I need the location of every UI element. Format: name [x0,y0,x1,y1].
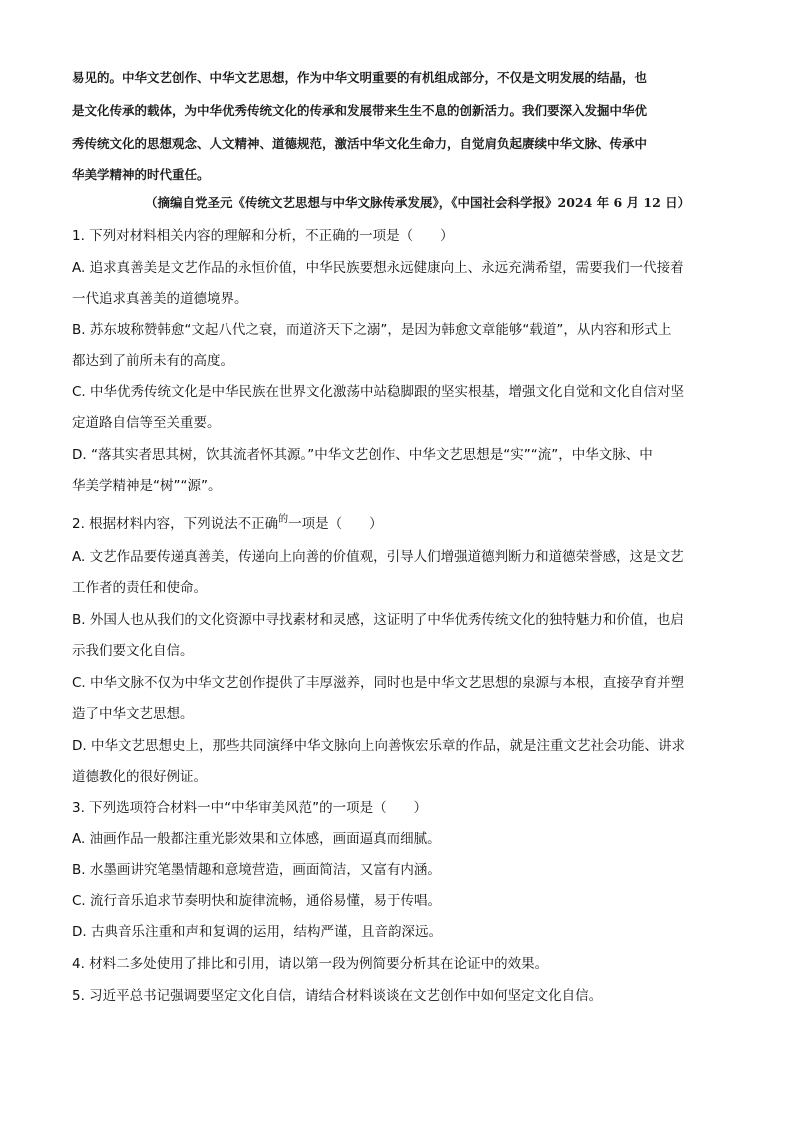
question-1-option-c-line1: C. 中华优秀传统文化是中华民族在世界文化激荡中站稳脚跟的坚实根基，增强文化自觉和文化自信对坚 [72,384,685,400]
question-3-option-b: B. 水墨画讲究笔墨情趣和意境营造，画面简洁，又富有内涵。 [72,862,441,878]
question-2-option-c-line1: C. 中华文脉不仅为中华文艺创作提供了丰厚滋养，同时也是中华文艺思想的泉源与本根，直接孕育并塑 [72,675,685,691]
passage-line: 秀传统文化的思想观念、人文精神、道德规范，激活中华文化生命力，自觉肩负起赓续中华文脉、传承中 [72,136,648,151]
passage-line: 是文化传承的载体，为中华优秀传统文化的传承和发展带来生生不息的创新活力。我们要深入发掘中华优 [72,103,648,118]
question-2-option-a-line1: A. 文艺作品要传递真善美，传递向上向善的价值观，引导人们增强道德判断力和道德荣誉感，这是文艺 [72,549,684,565]
question-2-option-a-line2: 工作者的责任和使命。 [72,580,207,596]
question-3-option-c: C. 流行音乐追求节奏明快和旋律流畅，通俗易懂，易于传唱。 [72,893,442,909]
question-3-stem: 3. 下列选项符合材料一中“中华审美风范”的一项是（ ） [72,800,428,816]
question-1-option-b-line1: B. 苏东坡称赞韩愈“文起八代之衰，而道济天下之溺”，是因为韩愈文章能够“载道”，从内容和形式上 [72,322,672,338]
passage-line: 华美学精神的时代重任。 [72,167,210,182]
question-1-option-b-line2: 都达到了前所未有的高度。 [72,353,234,369]
question-1-stem: 1. 下列对材料相关内容的理解和分析，不正确的一项是（ ） [72,228,454,244]
question-3-option-a: A. 油画作品一般都注重光影效果和立体感，画面逼真而细腻。 [72,831,441,847]
question-2-option-b-line1: B. 外国人也从我们的文化资源中寻找素材和灵感，这证明了中华优秀传统文化的独特魅力和价值，也启 [72,612,684,628]
question-4-stem: 4. 材料二多处使用了排比和引用，请以第一段为例简要分析其在论证中的效果。 [72,956,549,972]
question-1-option-a-line1: A. 追求真善美是文艺作品的永恒价值，中华民族要想永远健康向上、永远充满希望，需要我们一代接着 [72,260,684,276]
question-2-option-c-line2: 造了中华文艺思想。 [72,706,194,722]
question-2-stem-after: 一项是（ ） [288,516,383,532]
question-1-option-c-line2: 定道路自信等至关重要。 [72,415,221,431]
question-1-option-d-line1: D. “落其实者思其树，饮其流者怀其源。”中华文艺创作、中华文艺思想是“实”“流”，中华文脉、中 [72,447,653,463]
question-2-stem [72,512,383,532]
question-2-stem-before: 2. 根据材料内容，下列说法不正确 [72,516,279,532]
question-2-option-b-line2: 示我们要文化自信。 [72,643,194,659]
question-3-option-d: D. 古典音乐注重和声和复调的运用，结构严谨，且音韵深远。 [72,924,442,940]
question-2-stem-mark: 的 [278,514,289,525]
passage-citation: （摘编自党圣元《传统文艺思想与中华文脉传承发展》，《中国社会科学报》2024 年 6 月 12 日） [145,195,691,210]
passage-line: 易见的。中华文艺创作、中华文艺思想，作为中华文明重要的有机组成部分，不仅是文明发展的结晶，也 [72,70,648,85]
question-1-option-d-line2: 华美学精神是“树”“源”。 [72,478,222,494]
question-2-option-d-line1: D. 中华文艺思想史上，那些共同演绎中华文脉向上向善恢宏乐章的作品，就是注重文艺社会功能、讲求 [72,738,685,754]
question-5-stem: 5. 习近平总书记强调要坚定文化自信，请结合材料谈谈在文艺创作中如何坚定文化自信。 [72,988,603,1004]
question-1-option-a-line2: 一代追求真善美的道德境界。 [72,291,248,307]
question-2-option-d-line2: 道德教化的很好例证。 [72,769,207,785]
